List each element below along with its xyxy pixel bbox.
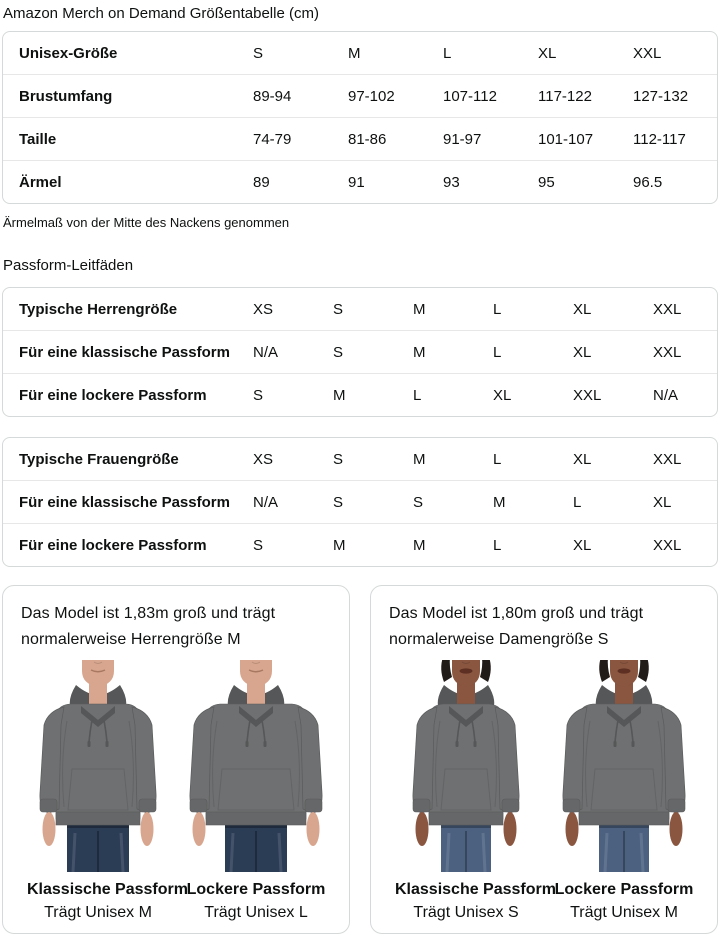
size-value-cell: XL bbox=[573, 536, 592, 554]
size-value-cell: L bbox=[443, 44, 452, 62]
row-label: Für eine klassische Passform bbox=[19, 493, 230, 511]
size-value-cell: S bbox=[333, 300, 344, 318]
size-value-cell: M bbox=[348, 44, 361, 62]
size-value-cell: S bbox=[333, 343, 344, 361]
size-value-cell: L bbox=[493, 450, 502, 468]
fit-figures bbox=[389, 657, 701, 923]
fit-caption-size: Trägt Unisex S bbox=[413, 904, 519, 921]
hoodie-model-illustration bbox=[553, 657, 695, 872]
fit-figure bbox=[185, 657, 327, 923]
size-value-cell: 107-112 bbox=[443, 87, 497, 105]
hoodie-model-illustration bbox=[27, 657, 169, 872]
size-value-cell: XXL bbox=[653, 300, 682, 318]
size-value-cell: 112-117 bbox=[633, 130, 686, 148]
model-fit-cards bbox=[2, 585, 718, 934]
size-value-cell: 101-107 bbox=[538, 130, 594, 148]
model-photo-female-loose bbox=[553, 657, 695, 872]
fit-table-women bbox=[2, 437, 718, 567]
fit-caption-title: Lockere Passform bbox=[186, 881, 326, 898]
size-value-cell: 91-97 bbox=[443, 130, 482, 148]
table-row bbox=[3, 330, 717, 373]
size-value-cell: XL bbox=[573, 343, 592, 361]
size-value-cell: XL bbox=[538, 44, 557, 62]
model-photo-male-classic bbox=[27, 657, 169, 872]
hoodie-model-illustration bbox=[395, 657, 537, 872]
size-value-cell: XL bbox=[573, 300, 592, 318]
size-value-cell: S bbox=[333, 450, 344, 468]
size-value-cell: 89-94 bbox=[253, 87, 292, 105]
row-label: Taille bbox=[19, 130, 57, 148]
size-value-cell: XXL bbox=[633, 44, 662, 62]
table-row bbox=[3, 373, 717, 416]
size-value-cell: XXL bbox=[653, 536, 682, 554]
size-value-cell: M bbox=[413, 536, 426, 554]
model-photo-female-classic bbox=[395, 657, 537, 872]
size-value-cell: 81-86 bbox=[348, 130, 387, 148]
row-label: Ärmel bbox=[19, 173, 62, 191]
size-value-cell: M bbox=[413, 450, 426, 468]
size-value-cell: S bbox=[413, 493, 424, 511]
table-row bbox=[3, 523, 717, 566]
size-value-cell: M bbox=[413, 300, 426, 318]
fit-caption-title: Klassische Passform bbox=[27, 881, 188, 898]
size-value-cell: 89 bbox=[253, 173, 270, 191]
row-label: Für eine lockere Passform bbox=[19, 386, 207, 404]
size-value-cell: 74-79 bbox=[253, 130, 292, 148]
model-description: Das Model ist 1,80m groß und trägt normalerweise Damengröße S bbox=[389, 605, 644, 648]
model-description: Das Model ist 1,83m groß und trägt normalerweise Herrengröße M bbox=[21, 605, 276, 648]
size-value-cell: M bbox=[413, 343, 426, 361]
size-value-cell: 117-122 bbox=[538, 87, 592, 105]
size-value-cell: XL bbox=[653, 493, 672, 511]
fit-caption-size: Trägt Unisex M bbox=[570, 904, 678, 921]
size-value-cell: M bbox=[333, 536, 346, 554]
size-value-cell: 95 bbox=[538, 173, 555, 191]
fit-figures bbox=[21, 657, 333, 923]
size-value-cell: L bbox=[493, 300, 502, 318]
row-label: Für eine lockere Passform bbox=[19, 536, 207, 554]
fit-figure bbox=[27, 657, 188, 923]
size-value-cell: N/A bbox=[653, 386, 679, 404]
size-value-cell: XXL bbox=[573, 386, 602, 404]
size-value-cell: M bbox=[493, 493, 506, 511]
table-row bbox=[3, 160, 717, 203]
size-value-cell: XL bbox=[493, 386, 512, 404]
size-value-cell: S bbox=[253, 536, 264, 554]
size-value-cell: N/A bbox=[253, 343, 279, 361]
fit-guides-heading: Passform-Leitfäden bbox=[3, 257, 134, 274]
table-header-row bbox=[3, 288, 717, 330]
size-value-cell: S bbox=[253, 44, 264, 62]
row-label: Brustumfang bbox=[19, 87, 113, 105]
size-value-cell: XXL bbox=[653, 450, 682, 468]
size-value-cell: XL bbox=[573, 450, 592, 468]
table-row bbox=[3, 117, 717, 160]
fit-figure bbox=[553, 657, 695, 923]
table-row bbox=[3, 480, 717, 523]
size-value-cell: 96.5 bbox=[633, 173, 663, 191]
row-label: Typische Frauengröße bbox=[19, 450, 179, 468]
page-title: Amazon Merch on Demand Größentabelle (cm) bbox=[3, 5, 319, 22]
size-value-cell: XS bbox=[253, 450, 274, 468]
size-value-cell: 127-132 bbox=[633, 87, 689, 105]
size-value-cell: L bbox=[493, 343, 502, 361]
size-value-cell: XS bbox=[253, 300, 274, 318]
row-label: Unisex-Größe bbox=[19, 44, 118, 62]
row-label: Für eine klassische Passform bbox=[19, 343, 230, 361]
fit-caption-title: Klassische Passform bbox=[395, 881, 556, 898]
table-header-row bbox=[3, 32, 717, 74]
fit-caption-title: Lockere Passform bbox=[554, 881, 694, 898]
fit-figure bbox=[395, 657, 556, 923]
size-value-cell: 91 bbox=[348, 173, 365, 191]
size-table bbox=[2, 31, 718, 204]
size-value-cell: S bbox=[333, 493, 344, 511]
size-value-cell: M bbox=[333, 386, 346, 404]
size-value-cell: 93 bbox=[443, 173, 460, 191]
fit-caption-size: Trägt Unisex M bbox=[44, 904, 152, 921]
size-value-cell: L bbox=[573, 493, 582, 511]
sleeve-measure-note: Ärmelmaß von der Mitte des Nackens genommen bbox=[3, 215, 290, 230]
hoodie-model-illustration bbox=[185, 657, 327, 872]
size-value-cell: S bbox=[253, 386, 264, 404]
size-value-cell: L bbox=[493, 536, 502, 554]
table-row bbox=[3, 74, 717, 117]
size-value-cell: 97-102 bbox=[348, 87, 395, 105]
model-fit-card bbox=[2, 585, 350, 934]
size-value-cell: N/A bbox=[253, 493, 279, 511]
size-value-cell: XXL bbox=[653, 343, 682, 361]
table-header-row bbox=[3, 438, 717, 480]
model-fit-card bbox=[370, 585, 718, 934]
row-label: Typische Herrengröße bbox=[19, 300, 178, 318]
fit-table-men bbox=[2, 287, 718, 417]
fit-caption-size: Trägt Unisex L bbox=[204, 904, 308, 921]
size-value-cell: L bbox=[413, 386, 422, 404]
model-photo-male-loose bbox=[185, 657, 327, 872]
